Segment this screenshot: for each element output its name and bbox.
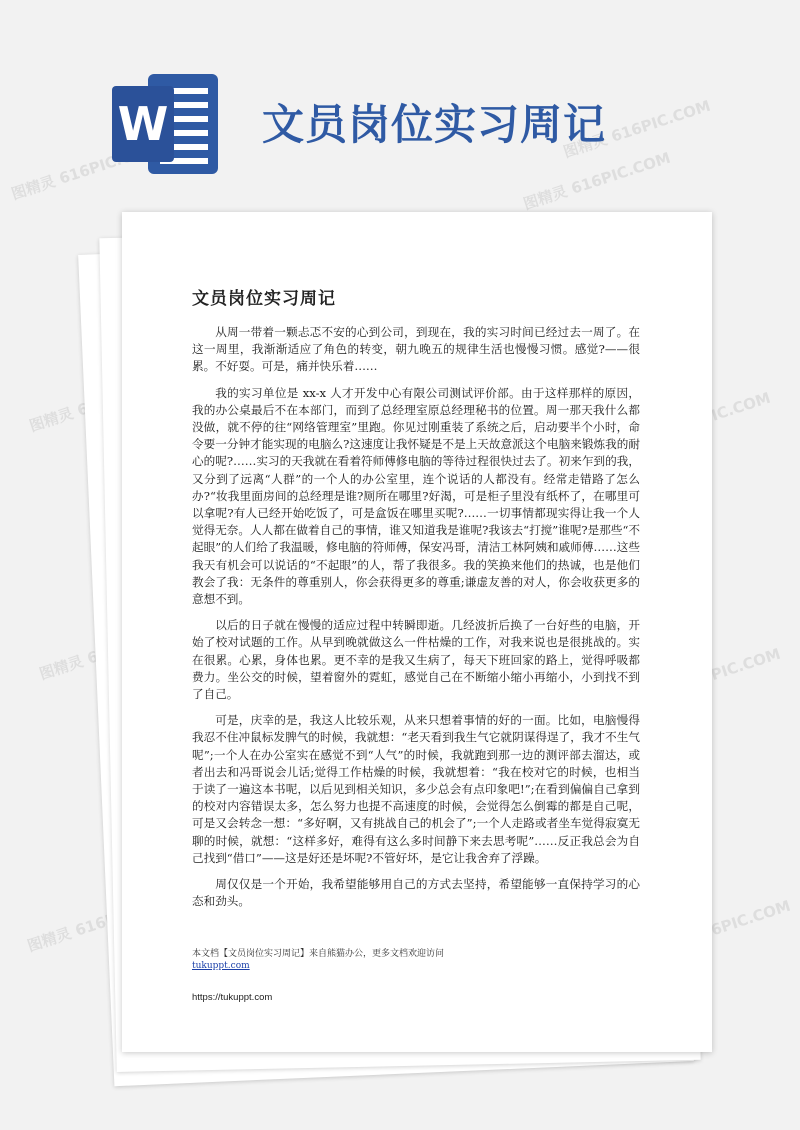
- word-document-icon: [112, 72, 222, 176]
- paragraph: 可是，庆幸的是，我这人比较乐观，从来只想着事情的好的一面。比如，电脑慢得我忍不住冲鼠标发脾气的时候，我就想：“老天看到我生气它就阴谋得逞了，我才不生气呢”;一个人在办公室实在感觉不到“人气”的时候，我就跑到那一边的测评部去溜达，或者出去和冯哥说会儿话;觉得工作枯燥的时候，我就想着：“我在校对它的时候，也相当于读了一遍这本书呢，以后见到相关知识，多少总会有点印象吧!”;在看到偏偏自己拿到的校对内容错误太多，怎么努力也提不高速度的时候，会觉得怎么倒霉的都是自己呢，可是又会转念一想：“多好啊，又有挑战自己的机会了”;一个人走路或者坐车觉得寂寞无聊的时候，就想：“这样多好，难得有这么多时间静下来去思考呢”……反正我总会为自己找到“借口”——这是好还是坏呢?不管好坏，是它让我舍弃了浮躁。: [192, 713, 640, 865]
- watermark: 图精灵 616PIC.COM: [641, 896, 793, 962]
- footer-link[interactable]: tukuppt.com: [192, 961, 250, 971]
- footer-note: [192, 948, 640, 972]
- footer-url[interactable]: https://tukuppt.com: [192, 992, 273, 1003]
- watermark: 图精灵 616PIC.COM: [521, 148, 673, 214]
- page-title: 文员岗位实习周记: [262, 100, 607, 149]
- paragraph: 周仅仅是一个开始，我希望能够用自己的方式去坚持，希望能够一直保持学习的心态和劲头。: [192, 877, 640, 909]
- footer-note-text: 本文档【文员岗位实习周记】来自熊猫办公，更多文档欢迎访问: [192, 949, 445, 959]
- watermark: 图精灵 616PIC.COM: [25, 890, 177, 956]
- watermark: 图精灵 616PIC.COM: [561, 96, 713, 162]
- paragraph: 从周一带着一颗忐忑不安的心到公司，到现在，我的实习时间已经过去一周了。在这一周里，我渐渐适应了角色的转变，朝九晚五的规律生活也慢慢习惯。感觉?——很累。不好耍。可是，痛并快乐着……: [192, 325, 640, 374]
- document-title: 文员岗位实习周记: [192, 289, 336, 309]
- watermark: 图精灵 616PIC.COM: [9, 138, 161, 204]
- watermark: 图精灵: [37, 652, 86, 684]
- document-page: [122, 212, 712, 1052]
- watermark: 图精灵: [27, 404, 76, 436]
- document-body: [192, 324, 640, 920]
- paragraph: 我的实习单位是 xx-x 人才开发中心有限公司测试评价部。由于这样那样的原因，我的办公桌最后不在本部门，而到了总经理室原总经理秘书的位置。周一那天我什么都没做，就不停的往“网络管理室”里跑。你见过刚重装了系统之后，启动要半个小时，命令要一分钟才能实现的电脑么?这速度让我怀疑是不是上天故意派这个电脑来锻炼我的耐心的呢?……实习的天我就在看着符师傅修电脑的等待过程很快过去了。初来乍到的我，又分到了远离“人群”的一个人的办公室里，连个说话的人都没有。经常走错路了怎么办?“妆我里面房间的总经理是谁?厕所在哪里?好渴，可是柜子里没有纸杯了，在哪里可以拿呢?有人已经开始吃饭了，可是盒饭在哪里买呢?……一切事情都现实得让我一个人觉得无奈。人人都在做着自己的事情，谁又知道我是谁呢?我该去“打搅”谁呢?是那些“不起眼”的人们给了我温暖，修电脑的符师傅，保安冯哥，清洁工林阿姨和戚师傅……这些我天有机会可以说话的“不起眼”的人，帮了我很多。我的笑换来他们的热诚，也是他们教会了我：无条件的尊重别人，你会获得更多的尊重;谦虚友善的对人，你会收获更多的意想不到。: [192, 385, 640, 607]
- paragraph: 以后的日子就在慢慢的适应过程中转瞬即逝。几经波折后换了一台好些的电脑，开始了校对试题的工作。从早到晚就做这么一件枯燥的工作，对我来说也是很挑战的。实在很累。心累，身体也累。更不幸的是我又生病了，每天下班回家的路上，觉得呼吸都费力。坐公交的时候，望着窗外的霓虹，感觉自己在不断缩小缩小再缩小，小到找不到了自己。: [192, 618, 640, 702]
- watermark: 616PIC.COM: [668, 388, 773, 438]
- svg-text:W: W: [117, 97, 169, 151]
- watermark: 616PIC.COM: [678, 644, 783, 694]
